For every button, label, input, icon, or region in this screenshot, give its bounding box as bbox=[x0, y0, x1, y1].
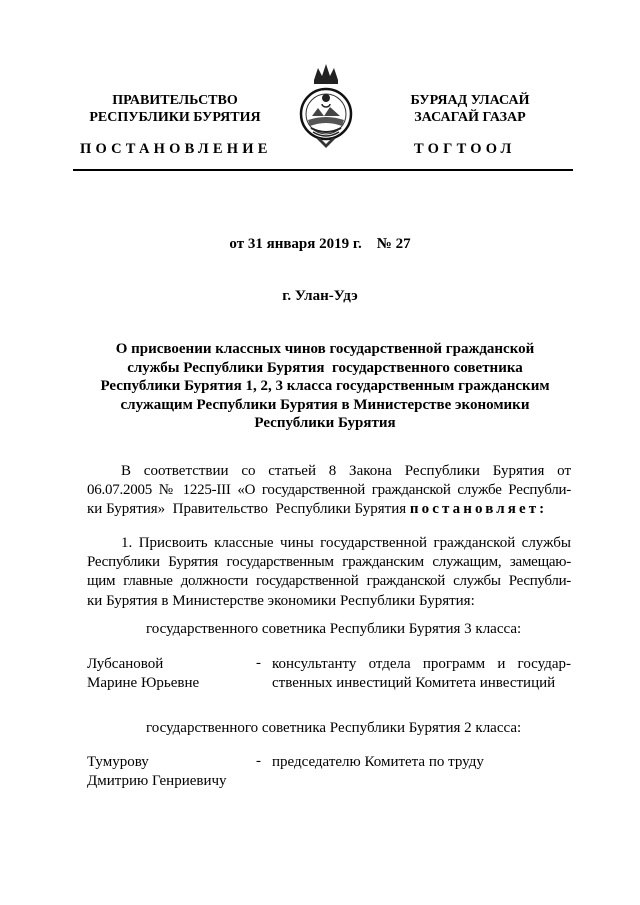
header-right-line2: ЗАСАГАЙ ГАЗАР bbox=[414, 110, 526, 125]
title-line: Республики Бурятия 1, 2, 3 класса государственным гражданским bbox=[100, 378, 550, 394]
appointee-dash: - bbox=[256, 753, 261, 769]
appointee-given-names: Марине Юрьевне bbox=[87, 675, 200, 692]
preamble-line3 bbox=[87, 500, 571, 519]
date-number: от 31 января 2019 г. № 27 bbox=[229, 236, 411, 252]
item-1-line2: Республики Бурятия государственным гражданским служащим, замещаю- bbox=[87, 554, 571, 571]
buryatia-coat-of-arms-icon bbox=[298, 56, 354, 154]
position-line1: председателю Комитета по труду bbox=[272, 754, 484, 770]
header-left-line1: ПРАВИТЕЛЬСТВО bbox=[112, 93, 238, 108]
emblem-crown bbox=[314, 64, 338, 80]
doc-type-right: ТОГТООЛ bbox=[414, 141, 516, 157]
emblem-sun bbox=[322, 94, 330, 102]
position-line1: консультанту отдела программ и государ- bbox=[272, 656, 571, 672]
header-right-org bbox=[385, 92, 555, 126]
preamble-line1: В соответствии со статьей 8 Закона Республики Бурятия от bbox=[121, 463, 571, 479]
item-1-paragraph bbox=[87, 534, 571, 611]
appointee-name bbox=[87, 655, 199, 693]
header-right-line1: БУРЯАД УЛАСАЙ bbox=[410, 93, 530, 108]
header-left-line2: РЕСПУБЛИКИ БУРЯТИЯ bbox=[89, 110, 261, 125]
group-heading-2-class: государственного советника Республики Бурятия 2 класса: bbox=[146, 720, 522, 736]
position-line2: ственных инвестиций Комитета инвестиций bbox=[272, 675, 556, 692]
appointee-dash: - bbox=[256, 655, 261, 671]
title-line: службы Республики Бурятия государственного советника bbox=[127, 359, 523, 376]
decree-keyword: постановляет: bbox=[409, 501, 548, 518]
emblem-crown-base bbox=[314, 80, 338, 84]
appointee-name bbox=[87, 753, 227, 791]
appointee-surname: Лубсановой bbox=[87, 656, 164, 672]
preamble-line2: 06.07.2005 № 1225-III «О государственной гражданской службе Республи- bbox=[87, 482, 571, 499]
group-heading-3-class: государственного советника Республики Бурятия 3 класса: bbox=[146, 621, 522, 637]
appointee-surname: Тумурову bbox=[87, 754, 149, 770]
appointee-position bbox=[272, 655, 571, 693]
appointee-position bbox=[272, 753, 571, 772]
item-1-line3: щим главные должности государственной гражданской службы Республи- bbox=[87, 573, 571, 590]
item-1-line1: 1. Присвоить классные чины государственной гражданской службы bbox=[121, 535, 571, 551]
title-line: служащим Республики Бурятия в Министерстве экономики bbox=[120, 396, 530, 413]
title-line: О присвоении классных чинов государственной гражданской bbox=[115, 341, 535, 357]
document-title bbox=[80, 340, 570, 433]
appointee-given-names: Дмитрию Генриевичу bbox=[87, 773, 227, 790]
preamble-line3-text: ки Бурятия» Правительство Республики Бурятия bbox=[87, 501, 410, 518]
item-1-line4: ки Бурятия в Министерстве экономики Республики Бурятия: bbox=[87, 592, 475, 609]
header-divider bbox=[73, 169, 573, 171]
emblem-svg bbox=[298, 56, 354, 154]
title-line: Республики Бурятия bbox=[254, 415, 396, 431]
city: г. Улан-Удэ bbox=[282, 288, 358, 304]
header-left-org bbox=[80, 92, 270, 126]
doc-type-left: ПОСТАНОВЛЕНИЕ bbox=[80, 141, 272, 157]
preamble-paragraph bbox=[87, 462, 571, 520]
